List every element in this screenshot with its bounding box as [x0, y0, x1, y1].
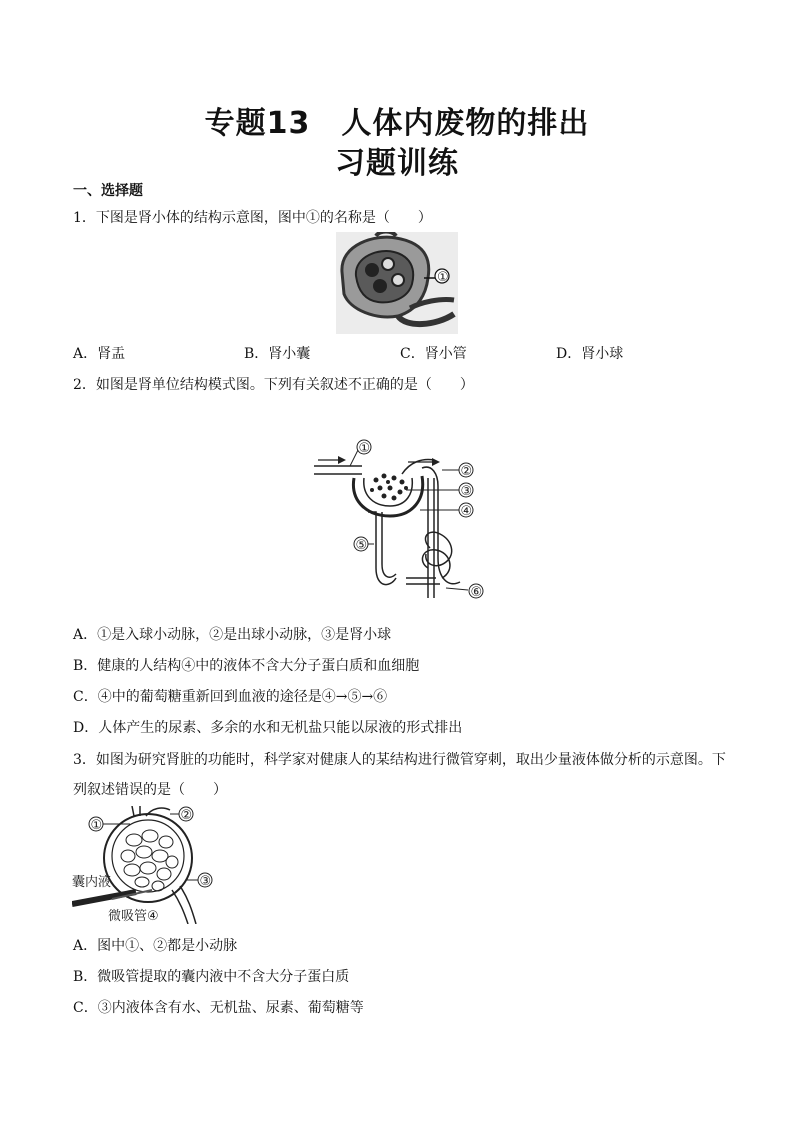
q2-option-c: C．④中的葡萄糖重新回到血液的途径是④→⑤→⑥	[73, 689, 388, 705]
q1-option-a: A．肾盂	[73, 346, 126, 362]
q2-label-4: ④	[460, 504, 473, 519]
question-1-stem: 1．下图是肾小体的结构示意图，图中①的名称是（ ）	[73, 210, 432, 226]
q3-label-3: ③	[199, 874, 212, 889]
q2-label-3: ③	[460, 484, 473, 499]
q1-option-b: B．肾小囊	[244, 346, 311, 362]
q1-option-d: D．肾小球	[556, 346, 624, 362]
q2-label-6: ⑥	[470, 585, 483, 600]
q2-option-d: D．人体产生的尿素、多余的水和无机盐只能以尿液的形式排出	[73, 720, 463, 736]
nephron-figure	[310, 438, 500, 604]
q2-label-1: ①	[358, 441, 371, 456]
q3-label-micropipette: 微吸管④	[108, 909, 159, 924]
q3-label-1: ①	[90, 818, 103, 833]
q3-label-capsule-fluid: 囊内液	[72, 875, 112, 890]
q3-label-2: ②	[180, 808, 193, 823]
q3-option-a: A．图中①、②都是小动脉	[73, 938, 238, 954]
question-3-stem-line2: 列叙述错误的是（ ）	[73, 782, 227, 798]
question-3-stem-line1: 3．如图为研究肾脏的功能时，科学家对健康人的某结构进行微管穿刺，取出少量液体做分析的示意图。下	[73, 752, 726, 768]
renal-corpuscle-figure	[336, 232, 458, 334]
q3-option-c: C．③内液体含有水、无机盐、尿素、葡萄糖等	[73, 1000, 364, 1016]
q2-option-b: B．健康的人结构④中的液体不含大分子蛋白质和血细胞	[73, 658, 420, 674]
q2-label-5: ⑤	[355, 538, 368, 553]
page-subtitle: 习题训练	[335, 146, 459, 181]
question-2-stem: 2．如图是肾单位结构模式图。下列有关叙述不正确的是（ ）	[73, 377, 474, 393]
page-title: 专题13 人体内废物的排出	[204, 106, 590, 141]
q1-option-c: C．肾小管	[400, 346, 467, 362]
section-heading: 一、选择题	[73, 183, 143, 199]
q1-figure-label: ①	[437, 270, 449, 285]
q3-option-b: B．微吸管提取的囊内液中不含大分子蛋白质	[73, 969, 350, 985]
micropuncture-figure	[72, 806, 218, 924]
q2-label-2: ②	[460, 464, 473, 479]
q2-option-a: A．①是入球小动脉，②是出球小动脉，③是肾小球	[73, 627, 392, 643]
